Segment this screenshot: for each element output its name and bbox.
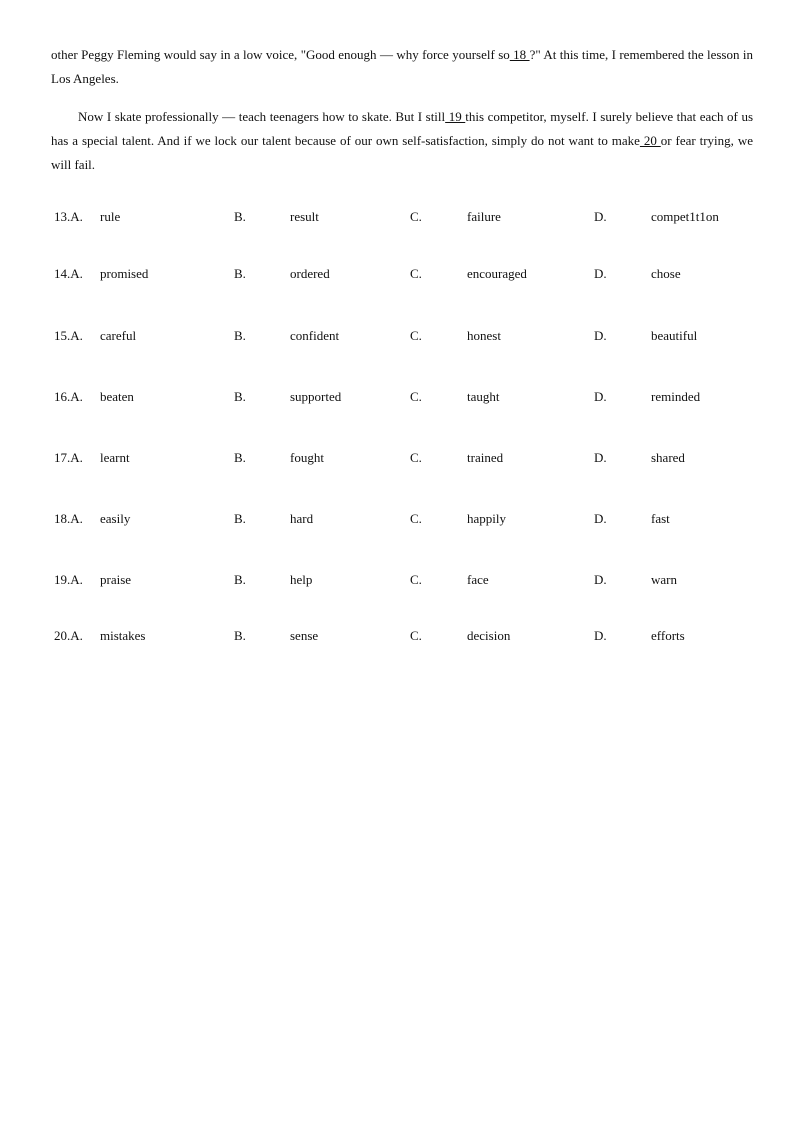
option-b: fought [290,450,324,465]
option-d: shared [651,450,685,465]
option-c: encouraged [467,266,527,281]
option-d: efforts [651,628,685,643]
option-a: careful [100,328,137,343]
option-c: trained [467,450,504,465]
option-b: confident [290,328,340,343]
question-number: 18.A. [54,511,83,526]
option-a: rule [100,209,121,224]
option-a: learnt [100,450,130,465]
option-b: help [290,572,313,587]
option-a: praise [100,572,132,587]
option-b-label: B. [234,628,246,643]
passage-text: ?" At this time, I remembered the lesson in Los Angeles. [51,47,753,86]
option-d-label: D. [594,328,607,343]
option-row-16 [0,387,794,407]
passage-text: this competitor, myself. I surely believe that each of us has a special talent. And if we lock our talent because of our own self-satisfaction, simply do not want to make [51,109,753,148]
option-d-label: D. [594,450,607,465]
option-a: easily [100,511,131,526]
option-c-label: C. [410,511,422,526]
question-number: 14.A. [54,266,83,281]
question-number: 15.A. [54,328,83,343]
option-row-18 [0,509,794,529]
option-c: happily [467,511,506,526]
passage-paragraph-2 [51,105,753,177]
option-d-label: D. [594,389,607,404]
option-row-15 [0,326,794,346]
option-b: result [290,209,319,224]
option-row-17 [0,448,794,468]
option-d-label: D. [594,209,607,224]
question-number: 16.A. [54,389,83,404]
option-c: failure [467,209,501,224]
question-number: 20.A. [54,628,83,643]
option-b: hard [290,511,314,526]
option-row-14 [0,264,794,284]
option-b-label: B. [234,209,246,224]
option-b-label: B. [234,450,246,465]
blank-20: 20 [639,133,661,148]
option-d-label: D. [594,572,607,587]
option-c-label: C. [410,389,422,404]
passage-text: or fear trying, we will fail. [51,133,753,172]
option-c-label: C. [410,266,422,281]
option-d: beautiful [651,328,698,343]
option-row-13 [0,207,794,227]
question-number: 19.A. [54,572,83,587]
blank-19: 19 [445,109,466,124]
question-number: 17.A. [54,450,83,465]
option-d: warn [651,572,677,587]
option-c-label: C. [410,328,422,343]
passage-text: Now I skate professionally — teach teenagers how to skate. But I still [78,109,446,124]
passage-paragraph-1 [51,43,753,91]
blank-18: 18 [509,47,530,62]
option-a: beaten [100,389,134,404]
option-c-label: C. [410,572,422,587]
question-number: 13.A. [54,209,83,224]
passage-text: other Peggy Fleming would say in a low voice, "Good enough — why force yourself so [51,47,510,62]
option-c-label: C. [410,450,422,465]
option-row-20 [0,626,794,646]
option-b-label: B. [234,572,246,587]
option-d: fast [651,511,670,526]
option-d: reminded [651,389,701,404]
option-c: decision [467,628,511,643]
option-a: mistakes [100,628,146,643]
option-a: promised [100,266,149,281]
option-row-19 [0,570,794,590]
option-d: compet1t1on [651,209,719,224]
option-d-label: D. [594,266,607,281]
option-d-label: D. [594,628,607,643]
option-c-label: C. [410,628,422,643]
option-b-label: B. [234,328,246,343]
option-b: ordered [290,266,330,281]
option-d-label: D. [594,511,607,526]
option-d: chose [651,266,681,281]
option-b: sense [290,628,319,643]
option-c-label: C. [410,209,422,224]
option-b-label: B. [234,389,246,404]
option-b-label: B. [234,511,246,526]
option-c: honest [467,328,501,343]
option-b: supported [290,389,342,404]
option-c: taught [467,389,500,404]
option-b-label: B. [234,266,246,281]
option-c: face [467,572,489,587]
